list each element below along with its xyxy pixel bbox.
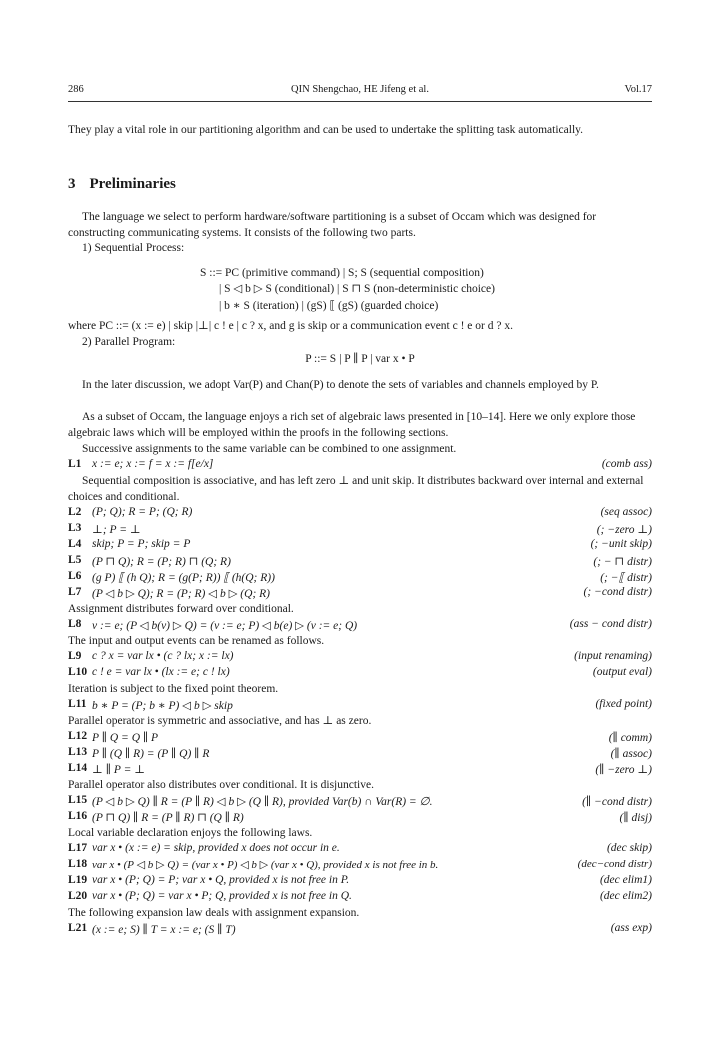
header-authors: QIN Shengchao, HE Jifeng et al. bbox=[291, 84, 429, 95]
grammar-p: P ::= S | P ∥ P | var x • P bbox=[305, 353, 415, 365]
where-pc: where PC ::= (x := e) | skip |⊥| c ! e | c ? x, and g is skip or a communication event c ! e or d ? x. bbox=[68, 320, 513, 332]
section-number: 3 bbox=[68, 176, 76, 192]
law-name: (; −cond distr) bbox=[583, 586, 652, 598]
law-formula: (P ⊓ Q); R = (P; R) ⊓ (Q; R) bbox=[92, 556, 231, 568]
law-l8 bbox=[68, 618, 652, 633]
law-name: (; −unit skip) bbox=[590, 538, 652, 550]
law-id: L1 bbox=[68, 458, 82, 470]
law-name: (∥ comm) bbox=[608, 732, 652, 744]
law-l18 bbox=[68, 858, 652, 873]
law-id: L3 bbox=[68, 522, 82, 534]
law-name: (ass − cond distr) bbox=[569, 618, 652, 630]
law-formula: P ∥ (Q ∥ R) = (P ∥ Q) ∥ R bbox=[92, 748, 210, 760]
law-name: (output eval) bbox=[592, 666, 652, 678]
law-name: (dec elim1) bbox=[599, 874, 652, 886]
grammar-s-line1: S ::= PC (primitive command) | S; S (sequential composition) bbox=[200, 267, 484, 279]
paragraph-iter: Iteration is subject to the fixed point theorem. bbox=[68, 683, 279, 695]
law-l4 bbox=[68, 538, 652, 553]
paragraph-assign: Assignment distributes forward over conditional. bbox=[68, 603, 294, 615]
law-formula: ⊥; P = ⊥ bbox=[92, 524, 141, 536]
law-id: L17 bbox=[68, 842, 88, 854]
page-number: 286 bbox=[68, 84, 84, 95]
law-formula: (P ⊓ Q) ∥ R = (P ∥ R) ⊓ (Q ∥ R) bbox=[92, 812, 244, 824]
paragraph-laws: As a subset of Occam, the language enjoys a rich set of algebraic laws presented in [10–14]. Here we only explore those algebraic laws which will be employed within the proofs in the following sections. bbox=[68, 411, 636, 439]
law-formula: var x • (P; Q) = P; var x • Q, provided x is not free in P. bbox=[92, 874, 350, 886]
law-formula: var x • (P; Q) = var x • P; Q, provided x is not free in Q. bbox=[92, 890, 352, 902]
grammar-s-line2: | S ◁ b ▷ S (conditional) | S ⊓ S (non-deterministic choice) bbox=[219, 283, 495, 295]
law-formula: P ∥ Q = Q ∥ P bbox=[92, 732, 159, 744]
law-l2 bbox=[68, 506, 652, 521]
law-id: L18 bbox=[68, 858, 88, 870]
law-formula: c ? x = var lx • (c ? lx; x := lx) bbox=[92, 650, 234, 662]
law-l5 bbox=[68, 554, 652, 569]
law-name: (fixed point) bbox=[595, 698, 652, 710]
law-formula: ⊥ ∥ P = ⊥ bbox=[92, 764, 146, 776]
paragraph-io: The input and output events can be renamed as follows. bbox=[68, 635, 325, 647]
paragraph-par: Parallel operator is symmetric and associative, and has ⊥ as zero. bbox=[68, 715, 372, 727]
section-heading bbox=[68, 176, 176, 193]
law-id: L6 bbox=[68, 570, 82, 582]
law-formula: v := e; (P ◁ b(v) ▷ Q) = (v := e; P) ◁ b(e) ▷ (v := e; Q) bbox=[92, 620, 358, 632]
header-volume: Vol.17 bbox=[624, 84, 652, 95]
law-name: (; − ⊓ distr) bbox=[593, 556, 652, 568]
law-id: L2 bbox=[68, 506, 82, 518]
law-id: L7 bbox=[68, 586, 82, 598]
law-formula: var x • (x := e) = skip, provided x does not occur in e. bbox=[92, 842, 340, 854]
law-l15 bbox=[68, 794, 652, 809]
law-l10 bbox=[68, 666, 652, 681]
paragraph-local: Local variable declaration enjoys the following laws. bbox=[68, 827, 313, 839]
paragraph-successive: Successive assignments to the same variable can be combined to one assignment. bbox=[82, 443, 457, 455]
intro-paragraph: They play a vital role in our partitioning algorithm and can be used to undertake the splitting task automatically. bbox=[68, 124, 584, 136]
law-id: L16 bbox=[68, 810, 88, 822]
law-l14 bbox=[68, 762, 652, 777]
paragraph-language: The language we select to perform hardware/software partitioning is a subset of Occam which was designed for constructing communicating systems. It consists of the following two parts. bbox=[68, 211, 597, 239]
law-id: L19 bbox=[68, 874, 88, 886]
law-l6 bbox=[68, 570, 652, 585]
law-id: L8 bbox=[68, 618, 82, 630]
law-name: (∥ assoc) bbox=[610, 748, 652, 760]
law-name: (; −⟦ distr) bbox=[600, 572, 652, 584]
law-id: L9 bbox=[68, 650, 82, 662]
law-name: (seq assoc) bbox=[600, 506, 652, 518]
paragraph-expansion: The following expansion law deals with assignment expansion. bbox=[68, 907, 360, 919]
law-name: (ass exp) bbox=[610, 922, 652, 934]
law-l12 bbox=[68, 730, 652, 745]
law-name: (dec skip) bbox=[606, 842, 652, 854]
law-formula: (P; Q); R = P; (Q; R) bbox=[92, 506, 193, 518]
grammar-s-line3: | b ∗ S (iteration) | (gS) ⟦ (gS) (guarded choice) bbox=[219, 300, 439, 312]
law-l9 bbox=[68, 650, 652, 665]
item-sequential: 1) Sequential Process: bbox=[82, 242, 185, 254]
law-formula: (P ◁ b ▷ Q) ∥ R = (P ∥ R) ◁ b ▷ (Q ∥ R), provided Var(b) ∩ Var(R) = ∅. bbox=[92, 796, 433, 808]
law-formula: var x • (P ◁ b ▷ Q) = (var x • P) ◁ b ▷ (var x • Q), provided x is not free in b. bbox=[92, 859, 439, 871]
law-id: L20 bbox=[68, 890, 88, 902]
law-name: (comb ass) bbox=[601, 458, 652, 470]
law-l11 bbox=[68, 698, 652, 713]
law-id: L10 bbox=[68, 666, 88, 678]
item-parallel: 2) Parallel Program: bbox=[82, 336, 176, 348]
law-formula: (x := e; S) ∥ T = x := e; (S ∥ T) bbox=[92, 924, 236, 936]
law-id: L4 bbox=[68, 538, 82, 550]
law-id: L15 bbox=[68, 794, 88, 806]
law-l7 bbox=[68, 586, 652, 601]
law-l21 bbox=[68, 922, 652, 937]
law-id: L21 bbox=[68, 922, 88, 934]
paragraph-var-chan: In the later discussion, we adopt Var(P) and Chan(P) to denote the sets of variables and channels employed by P. bbox=[82, 379, 599, 391]
section-title: Preliminaries bbox=[89, 176, 176, 192]
law-l17 bbox=[68, 842, 652, 857]
law-name: (∥ −cond distr) bbox=[582, 796, 652, 808]
law-l16 bbox=[68, 810, 652, 825]
law-formula: skip; P = P; skip = P bbox=[92, 538, 191, 550]
law-l1 bbox=[68, 458, 652, 473]
law-name: (input renaming) bbox=[574, 650, 652, 662]
law-l20 bbox=[68, 890, 652, 905]
law-l19 bbox=[68, 874, 652, 889]
law-name: (∥ disj) bbox=[619, 812, 652, 824]
law-l3 bbox=[68, 522, 652, 537]
law-name: (∥ −zero ⊥) bbox=[595, 764, 652, 776]
law-formula: b ∗ P = (P; b ∗ P) ◁ b ▷ skip bbox=[92, 700, 233, 712]
law-formula: c ! e = var lx • (lx := e; c ! lx) bbox=[92, 666, 230, 678]
law-id: L11 bbox=[68, 698, 87, 710]
header-rule bbox=[68, 101, 652, 102]
law-name: (dec−cond distr) bbox=[577, 858, 652, 870]
law-name: (; −zero ⊥) bbox=[596, 524, 652, 536]
law-id: L14 bbox=[68, 762, 88, 774]
law-formula: x := e; x := f = x := f[e/x] bbox=[92, 458, 214, 470]
law-l13 bbox=[68, 746, 652, 761]
law-formula: (P ◁ b ▷ Q); R = (P; R) ◁ b ▷ (Q; R) bbox=[92, 588, 271, 600]
paragraph-seqcomp: Sequential composition is associative, and has left zero ⊥ and unit skip. It distributes backward over internal and external choices and conditional. bbox=[68, 475, 644, 503]
law-id: L12 bbox=[68, 730, 88, 742]
law-id: L13 bbox=[68, 746, 88, 758]
law-name: (dec elim2) bbox=[599, 890, 652, 902]
law-formula: (g P) ⟦ (h Q); R = (g(P; R)) ⟦ (h(Q; R)) bbox=[92, 572, 275, 584]
paragraph-par2: Parallel operator also distributes over conditional. It is disjunctive. bbox=[68, 779, 374, 791]
law-id: L5 bbox=[68, 554, 82, 566]
